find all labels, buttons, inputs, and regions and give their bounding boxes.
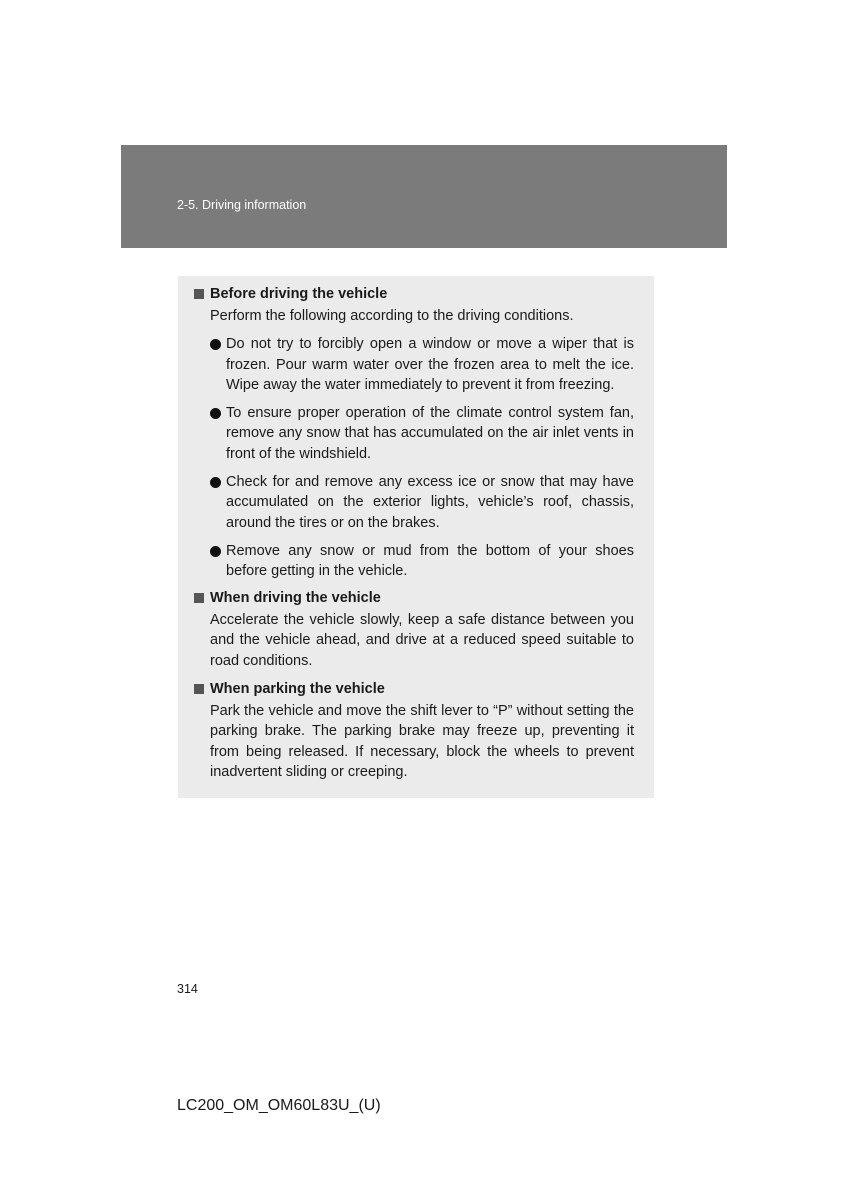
round-bullet-icon (210, 477, 221, 488)
square-bullet-icon (194, 593, 204, 603)
list-item (210, 403, 634, 464)
round-bullet-icon (210, 546, 221, 557)
section-heading (194, 284, 634, 304)
section-heading (194, 588, 634, 608)
section-body: Accelerate the vehicle slowly, keep a safe distance between you and the vehicle ahead, and drive at a reduced speed suitable to road conditions. (210, 612, 634, 669)
bullet-list (210, 334, 634, 581)
bullet-text: Check for and remove any excess ice or snow that may have accumulated on the exterior lights, vehicle’s roof, chassis, around the tires or on the brakes. (226, 474, 634, 531)
section-title: When parking the vehicle (210, 681, 385, 697)
info-box (178, 276, 654, 798)
section-intro: Perform the following according to the driving conditions. (210, 308, 574, 324)
section-before-driving (194, 284, 634, 590)
list-item (210, 334, 634, 395)
section-title: Before driving the vehicle (210, 286, 388, 302)
bullet-text: Remove any snow or mud from the bottom of your shoes before getting in the vehicle. (226, 542, 634, 580)
bullet-text: To ensure proper operation of the climate control system fan, remove any snow that has accumulated on the air inlet vents in front of the windshield. (226, 405, 634, 462)
round-bullet-icon (210, 339, 221, 350)
list-item (210, 472, 634, 533)
bullet-text: Do not try to forcibly open a window or move a wiper that is frozen. Pour warm water over the frozen area to melt the ice. Wipe away the water immediately to prevent it from freezing. (226, 336, 634, 393)
section-when-parking (194, 679, 634, 782)
section-heading (194, 679, 634, 699)
square-bullet-icon (194, 289, 204, 299)
section-when-driving (194, 588, 634, 671)
square-bullet-icon (194, 684, 204, 694)
list-item (210, 541, 634, 582)
section-label: 2-5. Driving information (177, 198, 307, 212)
section-body: Park the vehicle and move the shift lever to “P” without setting the parking brake. The parking brake may freeze up, preventing it from being released. If necessary, block the wheels to prevent inadvertent sliding or creeping. (210, 703, 634, 780)
section-title: When driving the vehicle (210, 590, 381, 606)
round-bullet-icon (210, 408, 221, 419)
header-band (121, 145, 727, 248)
document-code: LC200_OM_OM60L83U_(U) (177, 1097, 381, 1114)
page-number: 314 (177, 982, 198, 996)
